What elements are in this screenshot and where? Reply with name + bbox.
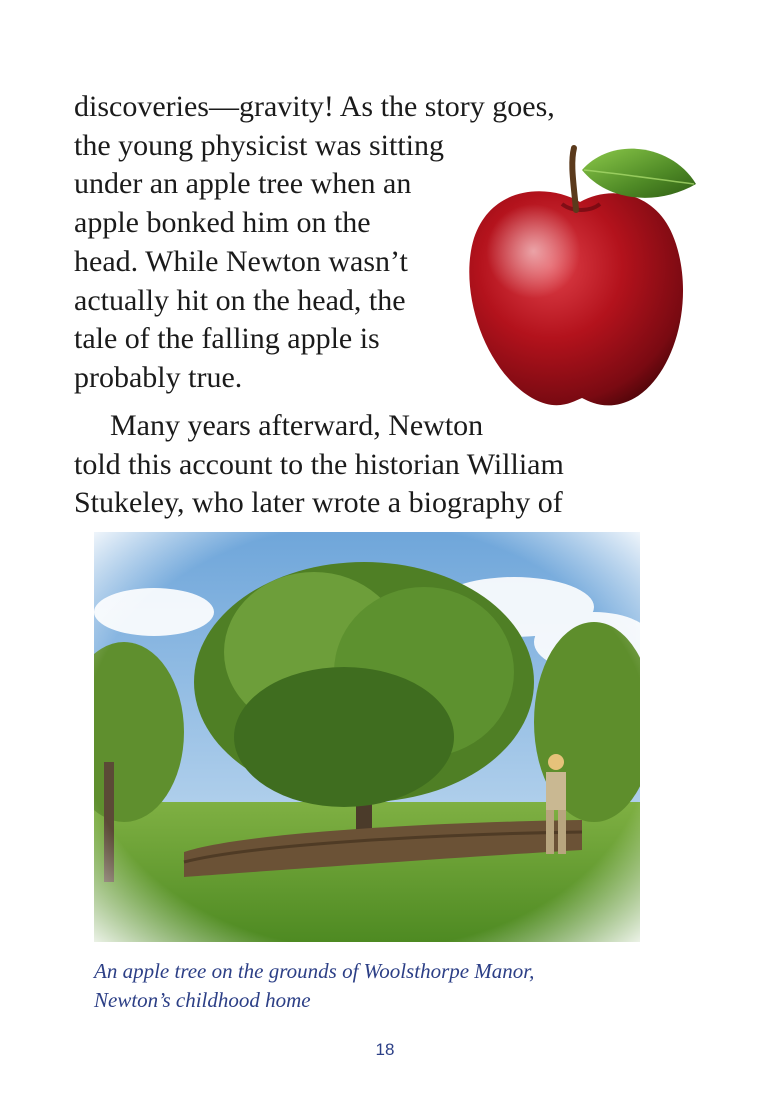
body-paragraph-2	[74, 407, 564, 523]
apple-leaf	[582, 149, 696, 198]
apple-stem	[572, 148, 576, 210]
text-line: under an apple tree when an	[74, 167, 412, 201]
apple-body	[469, 191, 683, 405]
page-number: 18	[375, 1040, 395, 1059]
text-line: discoveries—gravity! As the story goes,	[74, 90, 555, 123]
photo-caption	[94, 957, 534, 1015]
caption-line: An apple tree on the grounds of Woolsthorpe Manor,	[94, 959, 535, 983]
text-line: the young physicist was sitting	[74, 128, 444, 162]
text-line: head. While Newton wasn’t	[74, 244, 408, 278]
text-line: tale of the falling apple is	[74, 322, 380, 356]
text-line: probably true.	[74, 360, 243, 394]
text-line: apple bonked him on the	[74, 206, 371, 240]
apple-tree-photo	[94, 532, 640, 942]
text-line: actually hit on the head, the	[74, 283, 406, 317]
text-line: Many years afterward, Newton	[110, 409, 484, 442]
red-apple-image	[462, 140, 702, 412]
text-line: told this account to the historian William	[74, 447, 564, 481]
caption-line: Newton’s childhood home	[94, 988, 311, 1012]
text-line: Stukeley, who later wrote a biography of	[74, 486, 563, 520]
